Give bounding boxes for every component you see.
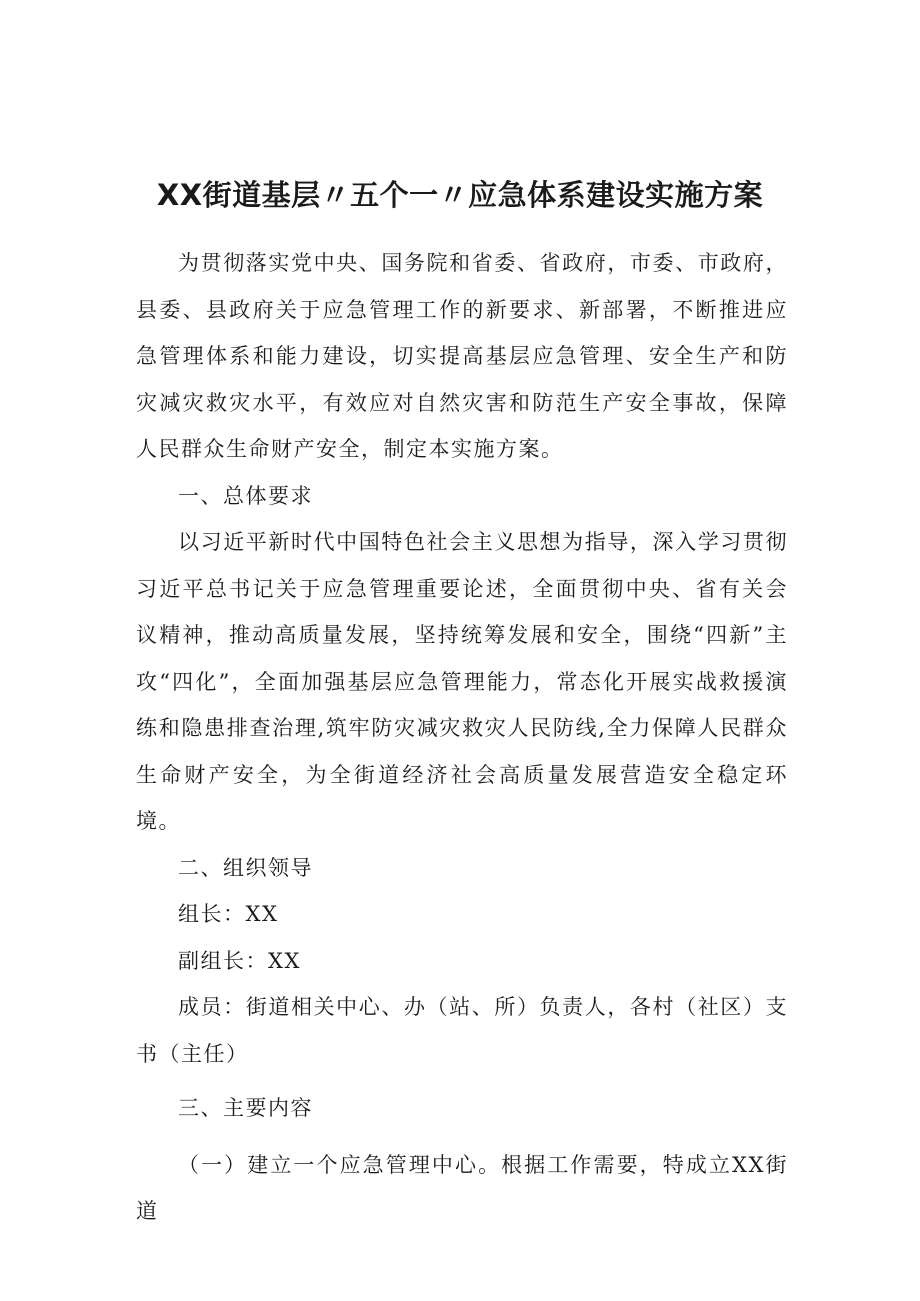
intro-paragraph: 为贯彻落实党中央、国务院和省委、省政府，市委、市政府，县委、县政府关于应急管理工作的新要求、新部署，不断推进应急管理体系和能力建设，切实提高基层应急管理、安全生产和防灾减灾救灾水平，有效应对自然灾害和防范生产安全事故，保障人民群众生命财产安全，制定本实施方案。 [136, 251, 788, 461]
section-heading-general-requirements: 一、总体要求 [178, 483, 313, 508]
general-requirements-paragraph: 以习近平新时代中国特色社会主义思想为指导，深入学习贯彻习近平总书记关于应急管理重要论述，全面贯彻中央、省有关会议精神，推动高质量发展，坚持统筹发展和安全，围绕“四新”主攻“四化”，全面加强基层应急管理能力，常态化开展实战救援演练和隐患排查治理,筑牢防灾减灾救灾人民防线,全力保障人民群众生命财产安全，为全街道经济社会高质量发展营造安全稳定环境。 [136, 530, 788, 833]
section-heading-organization: 二、组织领导 [178, 855, 313, 880]
members-paragraph: 成员：街道相关中心、办（站、所）负责人，各村（社区）支书（主任） [136, 995, 788, 1066]
document-body [136, 240, 788, 1235]
group-leader-line: 组长：XX [178, 902, 279, 926]
deputy-leader-line: 副组长：XX [178, 948, 301, 973]
document-title: XX街道基层〃五个一〃应急体系建设实施方案 [156, 178, 764, 212]
section-heading-main-content: 三、主要内容 [178, 1096, 313, 1120]
subsection-paragraph-1: （一）建立一个应急管理中心。根据工作需要，特成立XX街道 [136, 1152, 788, 1223]
